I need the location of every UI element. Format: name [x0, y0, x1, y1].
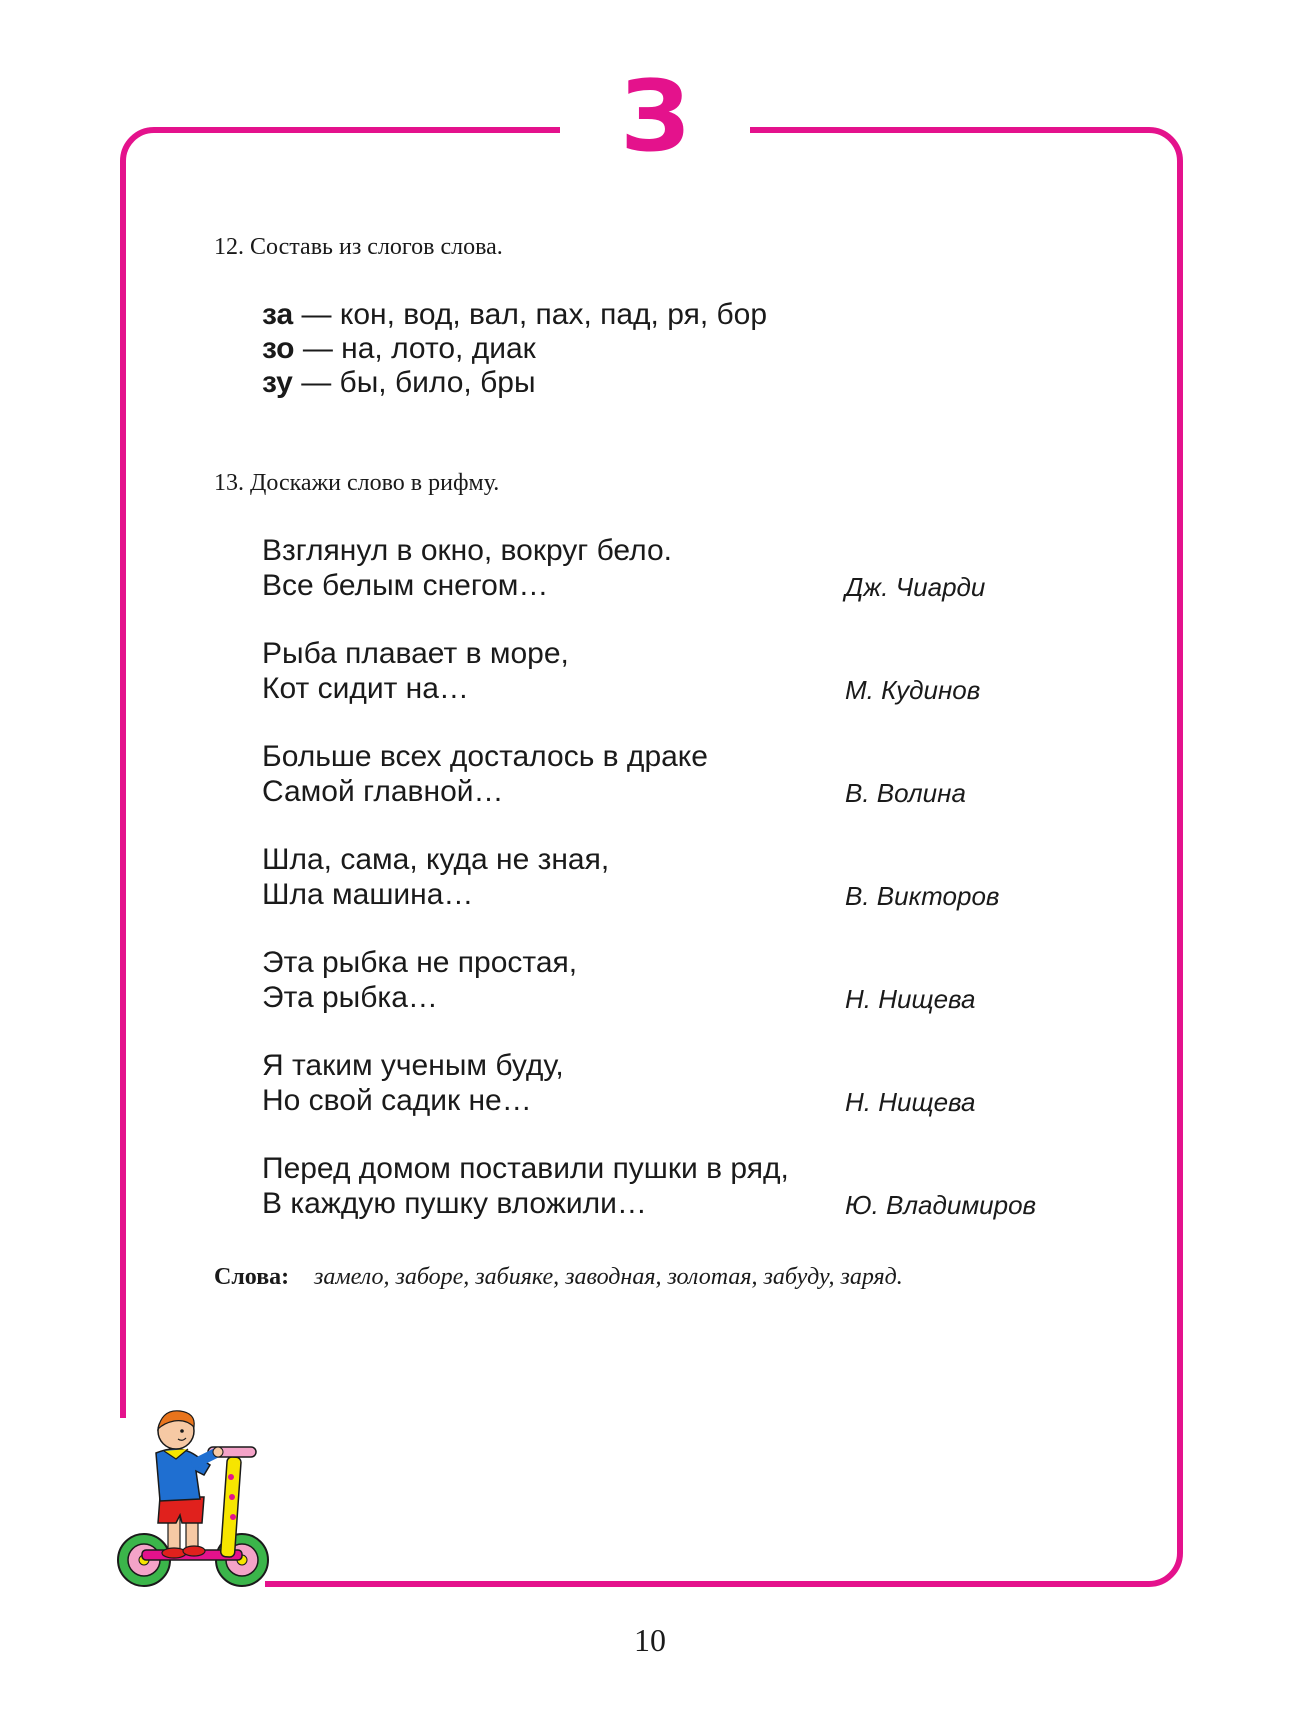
chapter-letter: З — [620, 60, 690, 174]
poem-author: В. Волина — [845, 778, 966, 808]
task-13-number: 13. — [214, 470, 244, 496]
poem-line-2: Все белым снегом… — [262, 569, 549, 602]
poem-author: Дж. Чиарди — [845, 572, 986, 602]
poem-line-2: Кот сидит на… — [262, 672, 469, 705]
syllable-row — [262, 332, 767, 366]
syllable: за — [262, 298, 294, 331]
syllable: зо — [262, 332, 295, 365]
rhyme-poem — [262, 945, 1122, 1015]
rhyme-poem — [262, 636, 1122, 706]
task-13-heading — [214, 470, 499, 497]
poem-author: Ю. Владимиров — [845, 1190, 1037, 1220]
rhyme-poem — [262, 842, 1122, 912]
poem-author: Н. Нищева — [845, 984, 976, 1014]
rhyme-poem — [262, 1048, 1122, 1118]
poem-line-2: Эта рыбка… — [262, 981, 438, 1014]
rhyme-poem — [262, 533, 1122, 603]
dash: — — [292, 366, 340, 399]
poem-line-2: В каждую пушку вложили… — [262, 1187, 647, 1220]
poem-line-1: Рыба плавает в море, — [262, 637, 569, 670]
syllable-endings: бы, било, бры — [339, 366, 536, 399]
poem-line-1: Я таким ученым буду, — [262, 1049, 564, 1082]
dash: — — [294, 332, 342, 365]
poem-author: М. Кудинов — [845, 675, 981, 705]
words-label: Слова: — [214, 1264, 290, 1290]
poem-line-1: Шла, сама, куда не зная, — [262, 843, 610, 876]
syllable-row — [262, 298, 767, 332]
child-on-scooter-illustration — [112, 1405, 272, 1595]
poem-line-1: Взглянул в окно, вокруг бело. — [262, 534, 672, 567]
rhyme-poem — [262, 1151, 1122, 1221]
poem-author: В. Викторов — [845, 881, 1000, 911]
poem-line-2: Самой главной… — [262, 775, 504, 808]
task-12-heading — [214, 234, 503, 261]
syllable-endings: кон, вод, вал, пах, пад, ря, бор — [339, 298, 768, 331]
rhyme-poem — [262, 739, 1122, 809]
poem-line-2: Шла машина… — [262, 878, 474, 911]
words-list: замело, заборе, забияке, заводная, золотая, забуду, заряд. — [314, 1264, 903, 1290]
task-12-number: 12. — [214, 234, 244, 260]
poem-line-1: Больше всех досталось в драке — [262, 740, 708, 773]
poem-line-2: Но свой садик не… — [262, 1084, 532, 1117]
task-12-instruction: Составь из слогов слова. — [250, 234, 503, 260]
poem-line-1: Эта рыбка не простая, — [262, 946, 578, 979]
poem-line-1: Перед домом поставили пушки в ряд, — [262, 1152, 789, 1185]
syllable-list — [262, 298, 767, 400]
syllable-row — [262, 366, 767, 400]
dash: — — [293, 298, 340, 331]
task-13-instruction: Доскажи слово в рифму. — [250, 470, 500, 496]
syllable-endings: на, лото, диак — [341, 332, 536, 365]
page-number: 10 — [634, 1622, 666, 1658]
poem-author: Н. Нищева — [845, 1087, 976, 1117]
syllable: зу — [262, 366, 293, 399]
